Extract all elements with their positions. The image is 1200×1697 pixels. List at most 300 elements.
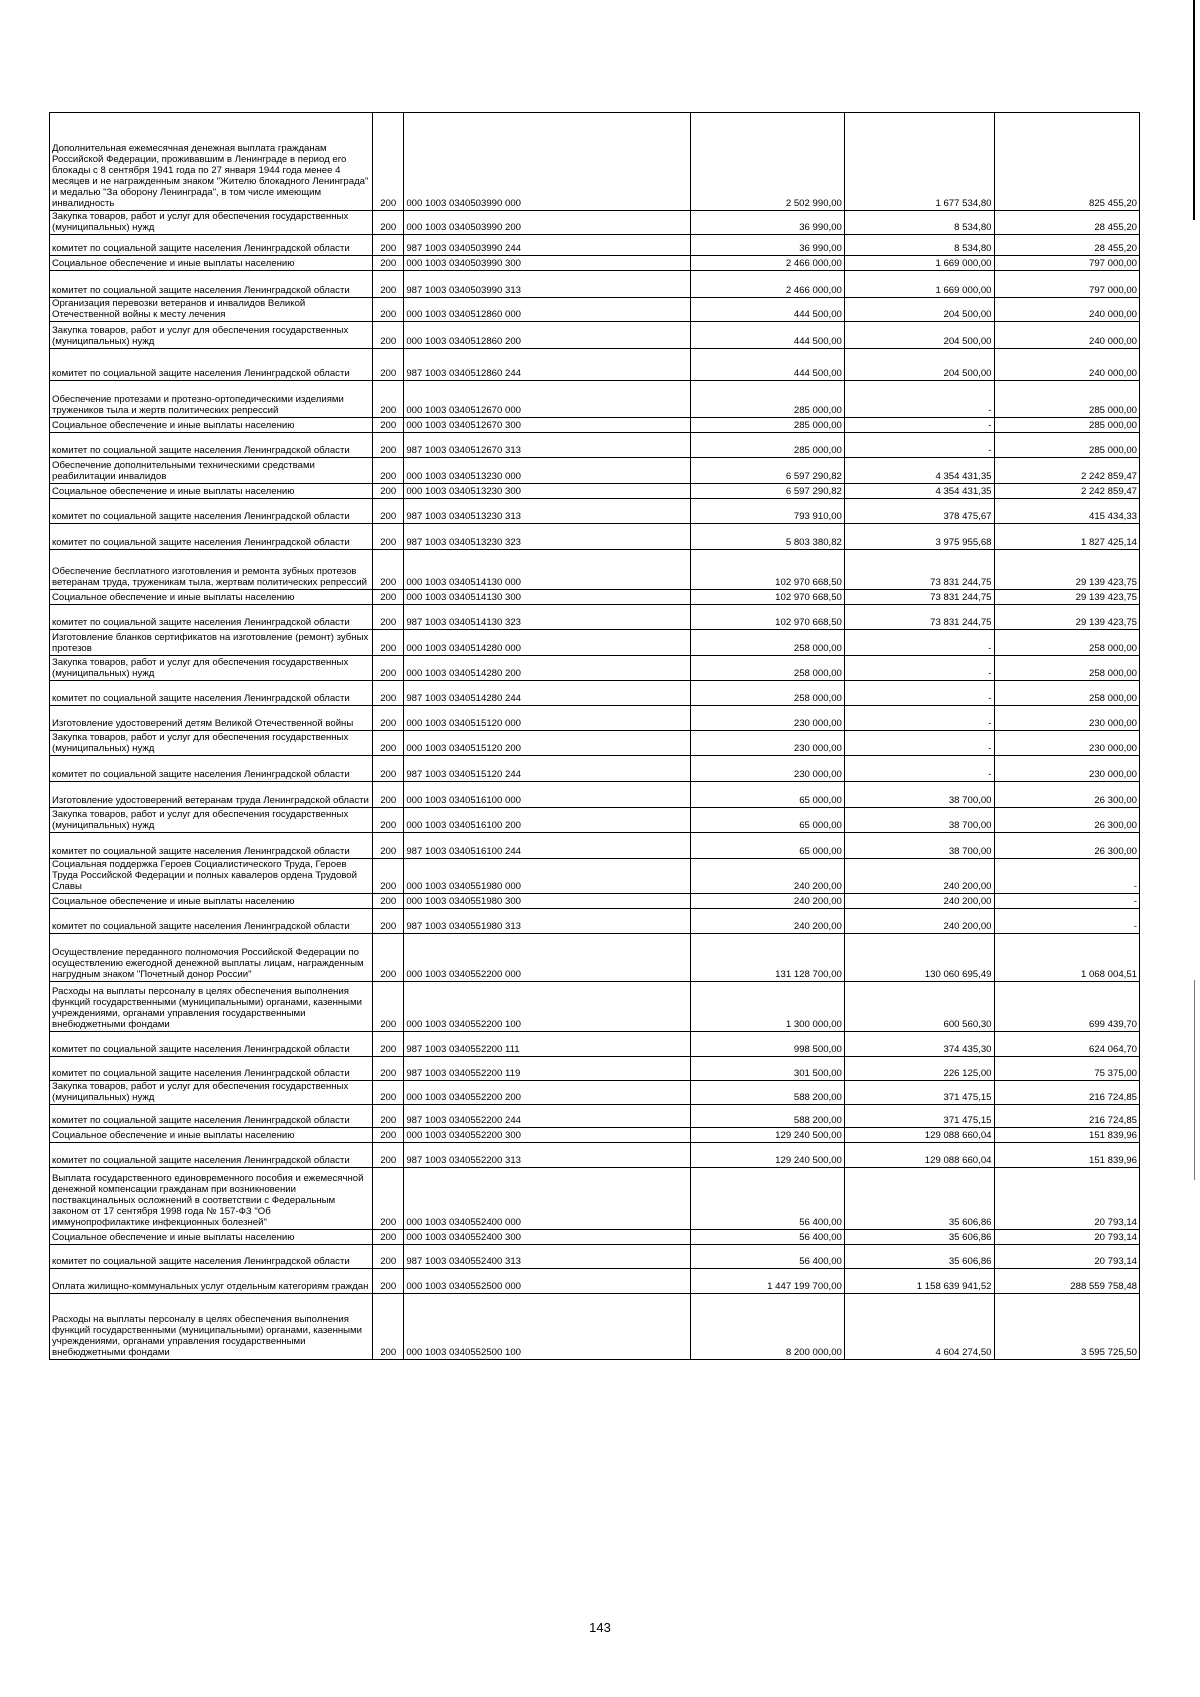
row-name: комитет по социальной защите населения Ленинградской области xyxy=(50,1032,373,1057)
row-code: 200 xyxy=(373,706,404,731)
scan-edge-mark xyxy=(1193,0,1195,220)
row-code: 200 xyxy=(373,433,404,458)
row-code: 200 xyxy=(373,211,404,235)
row-approved-amount: 230 000,00 xyxy=(691,756,845,782)
row-remaining-amount: 28 455,20 xyxy=(994,235,1140,256)
row-name: Закупка товаров, работ и услуг для обеспечения государственных (муниципальных) нужд xyxy=(50,731,373,756)
table-row xyxy=(50,484,1140,499)
row-approved-amount: 129 240 500,00 xyxy=(691,1143,845,1168)
row-approved-amount: 131 128 700,00 xyxy=(691,934,845,982)
row-budget-classification: 000 1003 0340512670 300 xyxy=(404,418,691,433)
row-approved-amount: 258 000,00 xyxy=(691,656,845,681)
row-remaining-amount: 29 139 423,75 xyxy=(994,605,1140,630)
row-budget-classification: 987 1003 0340503990 244 xyxy=(404,235,691,256)
row-remaining-amount: 285 000,00 xyxy=(994,433,1140,458)
row-approved-amount: 102 970 668,50 xyxy=(691,605,845,630)
row-executed-amount: 371 475,15 xyxy=(844,1105,994,1128)
row-budget-classification: 000 1003 0340514280 000 xyxy=(404,630,691,656)
table-row xyxy=(50,349,1140,381)
row-code: 200 xyxy=(373,982,404,1032)
row-executed-amount: 129 088 660,04 xyxy=(844,1143,994,1168)
scan-edge-mark xyxy=(1194,980,1195,1180)
table-row xyxy=(50,1230,1140,1245)
row-code: 200 xyxy=(373,833,404,859)
row-approved-amount: 240 200,00 xyxy=(691,909,845,934)
row-name: Закупка товаров, работ и услуг для обеспечения государственных (муниципальных) нужд xyxy=(50,322,373,349)
row-approved-amount: 129 240 500,00 xyxy=(691,1128,845,1143)
row-budget-classification: 000 1003 0340503990 200 xyxy=(404,211,691,235)
row-budget-classification: 000 1003 0340514280 200 xyxy=(404,656,691,681)
row-code: 200 xyxy=(373,1128,404,1143)
row-budget-classification: 987 1003 0340552200 111 xyxy=(404,1032,691,1057)
row-executed-amount: 374 435,30 xyxy=(844,1032,994,1057)
row-budget-classification: 000 1003 0340512670 000 xyxy=(404,381,691,418)
row-approved-amount: 793 910,00 xyxy=(691,499,845,524)
table-row xyxy=(50,833,1140,859)
row-code: 200 xyxy=(373,808,404,833)
table-row xyxy=(50,1168,1140,1230)
row-budget-classification: 987 1003 0340552400 313 xyxy=(404,1245,691,1269)
row-remaining-amount: 75 375,00 xyxy=(994,1057,1140,1081)
budget-execution-table xyxy=(49,112,1140,1360)
row-executed-amount: 130 060 695,49 xyxy=(844,934,994,982)
table-row xyxy=(50,1057,1140,1081)
row-executed-amount: 129 088 660,04 xyxy=(844,1128,994,1143)
table-row xyxy=(50,1245,1140,1269)
table-row xyxy=(50,894,1140,909)
row-budget-classification: 000 1003 0340515120 000 xyxy=(404,706,691,731)
row-budget-classification: 000 1003 0340503990 000 xyxy=(404,113,691,211)
row-name: Закупка товаров, работ и услуг для обеспечения государственных (муниципальных) нужд xyxy=(50,656,373,681)
row-name: комитет по социальной защите населения Ленинградской области xyxy=(50,833,373,859)
row-remaining-amount: 825 455,20 xyxy=(994,113,1140,211)
row-budget-classification: 000 1003 0340552200 100 xyxy=(404,982,691,1032)
row-budget-classification: 987 1003 0340516100 244 xyxy=(404,833,691,859)
table-row xyxy=(50,982,1140,1032)
row-approved-amount: 285 000,00 xyxy=(691,418,845,433)
row-code: 200 xyxy=(373,1245,404,1269)
row-executed-amount: 73 831 244,75 xyxy=(844,605,994,630)
table-row xyxy=(50,782,1140,808)
row-approved-amount: 56 400,00 xyxy=(691,1168,845,1230)
row-remaining-amount: 28 455,20 xyxy=(994,211,1140,235)
row-budget-classification: 987 1003 0340514280 244 xyxy=(404,681,691,706)
row-executed-amount: - xyxy=(844,681,994,706)
row-budget-classification: 000 1003 0340552400 000 xyxy=(404,1168,691,1230)
row-remaining-amount: 20 793,14 xyxy=(994,1230,1140,1245)
row-name: Дополнительная ежемесячная денежная выплата гражданам Российской Федерации, проживавшим в Ленинграде в период его блокады с 8 сентября 1941 года по 27 января 1944 года менее 4 месяцев и не награжденным знаком "Жителю блокадного Ленинграда" и медалью "За оборону Ленинграда", в том числе имеющим инвалидность xyxy=(50,113,373,211)
row-executed-amount: 38 700,00 xyxy=(844,808,994,833)
row-approved-amount: 240 200,00 xyxy=(691,859,845,894)
row-remaining-amount: 797 000,00 xyxy=(994,256,1140,271)
table-row xyxy=(50,1081,1140,1105)
row-name: Обеспечение протезами и протезно-ортопедическими изделиями тружеников тыла и жертв политических репрессий xyxy=(50,381,373,418)
row-remaining-amount: 26 300,00 xyxy=(994,833,1140,859)
row-remaining-amount: 1 827 425,14 xyxy=(994,524,1140,550)
row-code: 200 xyxy=(373,349,404,381)
row-code: 200 xyxy=(373,934,404,982)
row-remaining-amount: 699 439,70 xyxy=(994,982,1140,1032)
row-executed-amount: 240 200,00 xyxy=(844,909,994,934)
row-code: 200 xyxy=(373,782,404,808)
table-row xyxy=(50,1032,1140,1057)
row-budget-classification: 000 1003 0340513230 000 xyxy=(404,458,691,484)
table-row xyxy=(50,681,1140,706)
row-approved-amount: 8 200 000,00 xyxy=(691,1294,845,1360)
row-budget-classification: 000 1003 0340512860 000 xyxy=(404,298,691,322)
row-code: 200 xyxy=(373,656,404,681)
table-row xyxy=(50,1105,1140,1128)
row-executed-amount: 4 354 431,35 xyxy=(844,484,994,499)
row-executed-amount: 1 669 000,00 xyxy=(844,256,994,271)
row-name: Социальное обеспечение и иные выплаты населению xyxy=(50,256,373,271)
row-code: 200 xyxy=(373,1269,404,1294)
row-remaining-amount: - xyxy=(994,909,1140,934)
row-executed-amount: - xyxy=(844,656,994,681)
row-name: комитет по социальной защите населения Ленинградской области xyxy=(50,499,373,524)
row-name: Социальное обеспечение и иные выплаты населению xyxy=(50,484,373,499)
row-executed-amount: - xyxy=(844,630,994,656)
row-executed-amount: 226 125,00 xyxy=(844,1057,994,1081)
row-name: Выплата государственного единовременного пособия и ежемесячной денежной компенсации гражданам при возникновении поствакцинальных осложнений в соответствии с Федеральным законом от 17 сентября 1998 года № 157-ФЗ "Об иммунопрофилактике инфекционных болезней" xyxy=(50,1168,373,1230)
row-budget-classification: 987 1003 0340513230 313 xyxy=(404,499,691,524)
row-name: Социальное обеспечение и иные выплаты населению xyxy=(50,590,373,605)
row-executed-amount: 38 700,00 xyxy=(844,833,994,859)
row-code: 200 xyxy=(373,298,404,322)
row-approved-amount: 5 803 380,82 xyxy=(691,524,845,550)
row-budget-classification: 987 1003 0340514130 323 xyxy=(404,605,691,630)
row-executed-amount: 73 831 244,75 xyxy=(844,590,994,605)
row-budget-classification: 000 1003 0340551980 000 xyxy=(404,859,691,894)
row-remaining-amount: 240 000,00 xyxy=(994,322,1140,349)
row-code: 200 xyxy=(373,1105,404,1128)
table-body xyxy=(50,113,1140,1360)
row-remaining-amount: 151 839,96 xyxy=(994,1128,1140,1143)
row-approved-amount: 65 000,00 xyxy=(691,808,845,833)
row-executed-amount: 4 604 274,50 xyxy=(844,1294,994,1360)
row-name: Изготовление удостоверений ветеранам труда Ленинградской области xyxy=(50,782,373,808)
row-budget-classification: 987 1003 0340512670 313 xyxy=(404,433,691,458)
row-remaining-amount: 415 434,33 xyxy=(994,499,1140,524)
row-name: Социальное обеспечение и иные выплаты населению xyxy=(50,894,373,909)
table-row xyxy=(50,381,1140,418)
row-approved-amount: 998 500,00 xyxy=(691,1032,845,1057)
row-executed-amount: 8 534,80 xyxy=(844,211,994,235)
row-code: 200 xyxy=(373,909,404,934)
row-remaining-amount: 1 068 004,51 xyxy=(994,934,1140,982)
row-executed-amount: 73 831 244,75 xyxy=(844,550,994,590)
table-row xyxy=(50,934,1140,982)
row-remaining-amount: 2 242 859,47 xyxy=(994,484,1140,499)
row-budget-classification: 000 1003 0340552200 200 xyxy=(404,1081,691,1105)
row-remaining-amount: 26 300,00 xyxy=(994,782,1140,808)
row-executed-amount: 38 700,00 xyxy=(844,782,994,808)
row-executed-amount: - xyxy=(844,381,994,418)
row-name: комитет по социальной защите населения Ленинградской области xyxy=(50,433,373,458)
row-budget-classification: 987 1003 0340515120 244 xyxy=(404,756,691,782)
row-name: Обеспечение бесплатного изготовления и ремонта зубных протезов ветеранам труда, труженикам тыла, жертвам политических репрессий xyxy=(50,550,373,590)
row-name: комитет по социальной защите населения Ленинградской области xyxy=(50,349,373,381)
row-remaining-amount: 240 000,00 xyxy=(994,298,1140,322)
row-code: 200 xyxy=(373,322,404,349)
row-remaining-amount: 20 793,14 xyxy=(994,1168,1140,1230)
row-budget-classification: 987 1003 0340552200 119 xyxy=(404,1057,691,1081)
row-approved-amount: 56 400,00 xyxy=(691,1230,845,1245)
row-remaining-amount: 285 000,00 xyxy=(994,381,1140,418)
row-approved-amount: 444 500,00 xyxy=(691,349,845,381)
row-code: 200 xyxy=(373,1168,404,1230)
row-remaining-amount: 240 000,00 xyxy=(994,349,1140,381)
row-name: Закупка товаров, работ и услуг для обеспечения государственных (муниципальных) нужд xyxy=(50,211,373,235)
row-name: Оплата жилищно-коммунальных услуг отдельным категориям граждан xyxy=(50,1269,373,1294)
row-budget-classification: 000 1003 0340552500 100 xyxy=(404,1294,691,1360)
row-executed-amount: - xyxy=(844,433,994,458)
row-name: Обеспечение дополнительными техническими средствами реабилитации инвалидов xyxy=(50,458,373,484)
row-approved-amount: 588 200,00 xyxy=(691,1105,845,1128)
row-name: Закупка товаров, работ и услуг для обеспечения государственных (муниципальных) нужд xyxy=(50,1081,373,1105)
row-approved-amount: 1 447 199 700,00 xyxy=(691,1269,845,1294)
row-approved-amount: 102 970 668,50 xyxy=(691,590,845,605)
row-budget-classification: 000 1003 0340551980 300 xyxy=(404,894,691,909)
row-name: комитет по социальной защите населения Ленинградской области xyxy=(50,271,373,298)
table-row xyxy=(50,859,1140,894)
row-approved-amount: 285 000,00 xyxy=(691,433,845,458)
row-name: комитет по социальной защите населения Ленинградской области xyxy=(50,1143,373,1168)
row-name: комитет по социальной защите населения Ленинградской области xyxy=(50,235,373,256)
row-approved-amount: 230 000,00 xyxy=(691,706,845,731)
row-approved-amount: 1 300 000,00 xyxy=(691,982,845,1032)
row-code: 200 xyxy=(373,458,404,484)
row-code: 200 xyxy=(373,499,404,524)
row-budget-classification: 000 1003 0340516100 200 xyxy=(404,808,691,833)
row-name: Изготовление бланков сертификатов на изготовление (ремонт) зубных протезов xyxy=(50,630,373,656)
row-remaining-amount: 3 595 725,50 xyxy=(994,1294,1140,1360)
row-code: 200 xyxy=(373,524,404,550)
row-approved-amount: 240 200,00 xyxy=(691,894,845,909)
row-name: Расходы на выплаты персоналу в целях обеспечения выполнения функций государственными (муниципальными) органами, казенными учреждениями, органами управления государственными внебюджетными фондами xyxy=(50,1294,373,1360)
table-row xyxy=(50,605,1140,630)
row-code: 200 xyxy=(373,256,404,271)
row-executed-amount: - xyxy=(844,706,994,731)
row-budget-classification: 000 1003 0340515120 200 xyxy=(404,731,691,756)
row-code: 200 xyxy=(373,756,404,782)
row-budget-classification: 000 1003 0340552200 000 xyxy=(404,934,691,982)
row-approved-amount: 102 970 668,50 xyxy=(691,550,845,590)
row-name: комитет по социальной защите населения Ленинградской области xyxy=(50,681,373,706)
row-executed-amount: - xyxy=(844,756,994,782)
row-code: 200 xyxy=(373,894,404,909)
row-approved-amount: 65 000,00 xyxy=(691,833,845,859)
row-code: 200 xyxy=(373,731,404,756)
table-row xyxy=(50,590,1140,605)
table-row xyxy=(50,271,1140,298)
row-code: 200 xyxy=(373,235,404,256)
table-row xyxy=(50,756,1140,782)
row-name: комитет по социальной защите населения Ленинградской области xyxy=(50,1105,373,1128)
row-executed-amount: 204 500,00 xyxy=(844,298,994,322)
table-row xyxy=(50,256,1140,271)
table-row xyxy=(50,1269,1140,1294)
row-code: 200 xyxy=(373,859,404,894)
table-row xyxy=(50,1143,1140,1168)
row-name: комитет по социальной защите населения Ленинградской области xyxy=(50,1057,373,1081)
row-budget-classification: 987 1003 0340513230 323 xyxy=(404,524,691,550)
row-executed-amount: 35 606,86 xyxy=(844,1245,994,1269)
row-name: Организация перевозки ветеранов и инвалидов Великой Отечественной войны к месту лечения xyxy=(50,298,373,322)
row-code: 200 xyxy=(373,1230,404,1245)
row-budget-classification: 000 1003 0340513230 300 xyxy=(404,484,691,499)
table-row xyxy=(50,550,1140,590)
row-budget-classification: 987 1003 0340512860 244 xyxy=(404,349,691,381)
row-approved-amount: 56 400,00 xyxy=(691,1245,845,1269)
row-code: 200 xyxy=(373,1143,404,1168)
row-code: 200 xyxy=(373,484,404,499)
row-approved-amount: 444 500,00 xyxy=(691,322,845,349)
table-row xyxy=(50,499,1140,524)
row-approved-amount: 588 200,00 xyxy=(691,1081,845,1105)
row-budget-classification: 000 1003 0340552400 300 xyxy=(404,1230,691,1245)
row-budget-classification: 000 1003 0340514130 000 xyxy=(404,550,691,590)
row-name: Социальное обеспечение и иные выплаты населению xyxy=(50,418,373,433)
table-row xyxy=(50,909,1140,934)
page-number: 143 xyxy=(589,1620,611,1635)
row-code: 200 xyxy=(373,681,404,706)
row-name: Закупка товаров, работ и услуг для обеспечения государственных (муниципальных) нужд xyxy=(50,808,373,833)
table-row xyxy=(50,731,1140,756)
row-budget-classification: 000 1003 0340552500 000 xyxy=(404,1269,691,1294)
row-code: 200 xyxy=(373,271,404,298)
row-code: 200 xyxy=(373,605,404,630)
row-executed-amount: 1 669 000,00 xyxy=(844,271,994,298)
row-remaining-amount: - xyxy=(994,894,1140,909)
row-name: Социальная поддержка Героев Социалистического Труда, Героев Труда Российской Федерации и полных кавалеров ордена Трудовой Славы xyxy=(50,859,373,894)
row-executed-amount: 3 975 955,68 xyxy=(844,524,994,550)
row-remaining-amount: 624 064,70 xyxy=(994,1032,1140,1057)
row-approved-amount: 2 466 000,00 xyxy=(691,256,845,271)
row-budget-classification: 000 1003 0340512860 200 xyxy=(404,322,691,349)
row-remaining-amount: 216 724,85 xyxy=(994,1081,1140,1105)
table-row xyxy=(50,458,1140,484)
table-row xyxy=(50,706,1140,731)
row-budget-classification: 000 1003 0340514130 300 xyxy=(404,590,691,605)
row-code: 200 xyxy=(373,1081,404,1105)
table-row xyxy=(50,211,1140,235)
row-name: комитет по социальной защите населения Ленинградской области xyxy=(50,909,373,934)
row-executed-amount: - xyxy=(844,418,994,433)
row-remaining-amount: 26 300,00 xyxy=(994,808,1140,833)
table-row xyxy=(50,630,1140,656)
row-remaining-amount: 230 000,00 xyxy=(994,756,1140,782)
row-name: Социальное обеспечение и иные выплаты населению xyxy=(50,1128,373,1143)
row-code: 200 xyxy=(373,630,404,656)
row-name: Расходы на выплаты персоналу в целях обеспечения выполнения функций государственными (муниципальными) органами, казенными учреждениями, органами управления государственными внебюджетными фондами xyxy=(50,982,373,1032)
row-remaining-amount: 797 000,00 xyxy=(994,271,1140,298)
row-remaining-amount: 230 000,00 xyxy=(994,731,1140,756)
table-row xyxy=(50,656,1140,681)
row-budget-classification: 987 1003 0340552200 244 xyxy=(404,1105,691,1128)
row-remaining-amount: - xyxy=(994,859,1140,894)
row-budget-classification: 000 1003 0340503990 300 xyxy=(404,256,691,271)
row-executed-amount: 204 500,00 xyxy=(844,322,994,349)
row-approved-amount: 2 502 990,00 xyxy=(691,113,845,211)
row-executed-amount: 240 200,00 xyxy=(844,859,994,894)
row-approved-amount: 285 000,00 xyxy=(691,381,845,418)
row-remaining-amount: 151 839,96 xyxy=(994,1143,1140,1168)
row-name: комитет по социальной защите населения Ленинградской области xyxy=(50,756,373,782)
row-executed-amount: 35 606,86 xyxy=(844,1168,994,1230)
row-code: 200 xyxy=(373,418,404,433)
row-name: Осуществление переданного полномочия Российской Федерации по осуществлению ежегодной денежной выплаты лицам, награжденным нагрудным знаком "Почетный донор России" xyxy=(50,934,373,982)
table-row xyxy=(50,322,1140,349)
row-executed-amount: 378 475,67 xyxy=(844,499,994,524)
row-approved-amount: 258 000,00 xyxy=(691,630,845,656)
row-executed-amount: 8 534,80 xyxy=(844,235,994,256)
row-executed-amount: 35 606,86 xyxy=(844,1230,994,1245)
row-budget-classification: 000 1003 0340516100 000 xyxy=(404,782,691,808)
row-approved-amount: 444 500,00 xyxy=(691,298,845,322)
row-remaining-amount: 216 724,85 xyxy=(994,1105,1140,1128)
row-code: 200 xyxy=(373,113,404,211)
row-remaining-amount: 258 000,00 xyxy=(994,630,1140,656)
row-approved-amount: 258 000,00 xyxy=(691,681,845,706)
table-row xyxy=(50,1294,1140,1360)
row-executed-amount: 600 560,30 xyxy=(844,982,994,1032)
row-name: комитет по социальной защите населения Ленинградской области xyxy=(50,605,373,630)
row-remaining-amount: 29 139 423,75 xyxy=(994,590,1140,605)
table-row xyxy=(50,524,1140,550)
table-row xyxy=(50,113,1140,211)
row-remaining-amount: 2 242 859,47 xyxy=(994,458,1140,484)
row-name: Социальное обеспечение и иные выплаты населению xyxy=(50,1230,373,1245)
row-code: 200 xyxy=(373,1032,404,1057)
row-remaining-amount: 258 000,00 xyxy=(994,656,1140,681)
row-executed-amount: - xyxy=(844,731,994,756)
row-code: 200 xyxy=(373,550,404,590)
row-code: 200 xyxy=(373,1057,404,1081)
row-code: 200 xyxy=(373,590,404,605)
table-row xyxy=(50,433,1140,458)
row-budget-classification: 987 1003 0340552200 313 xyxy=(404,1143,691,1168)
row-remaining-amount: 288 559 758,48 xyxy=(994,1269,1140,1294)
row-executed-amount: 1 158 639 941,52 xyxy=(844,1269,994,1294)
row-executed-amount: 371 475,15 xyxy=(844,1081,994,1105)
row-remaining-amount: 29 139 423,75 xyxy=(994,550,1140,590)
row-budget-classification: 000 1003 0340552200 300 xyxy=(404,1128,691,1143)
table-row xyxy=(50,235,1140,256)
table-row xyxy=(50,808,1140,833)
row-approved-amount: 65 000,00 xyxy=(691,782,845,808)
row-remaining-amount: 258 000,00 xyxy=(994,681,1140,706)
row-remaining-amount: 230 000,00 xyxy=(994,706,1140,731)
row-name: Изготовление удостоверений детям Великой Отечественной войны xyxy=(50,706,373,731)
row-approved-amount: 2 466 000,00 xyxy=(691,271,845,298)
row-executed-amount: 4 354 431,35 xyxy=(844,458,994,484)
table-row xyxy=(50,418,1140,433)
row-approved-amount: 230 000,00 xyxy=(691,731,845,756)
row-name: комитет по социальной защите населения Ленинградской области xyxy=(50,524,373,550)
row-code: 200 xyxy=(373,381,404,418)
row-approved-amount: 6 597 290,82 xyxy=(691,484,845,499)
row-approved-amount: 36 990,00 xyxy=(691,235,845,256)
table-row xyxy=(50,1128,1140,1143)
row-budget-classification: 987 1003 0340503990 313 xyxy=(404,271,691,298)
row-executed-amount: 240 200,00 xyxy=(844,894,994,909)
row-remaining-amount: 285 000,00 xyxy=(994,418,1140,433)
table-row xyxy=(50,298,1140,322)
row-remaining-amount: 20 793,14 xyxy=(994,1245,1140,1269)
row-code: 200 xyxy=(373,1294,404,1360)
row-approved-amount: 301 500,00 xyxy=(691,1057,845,1081)
